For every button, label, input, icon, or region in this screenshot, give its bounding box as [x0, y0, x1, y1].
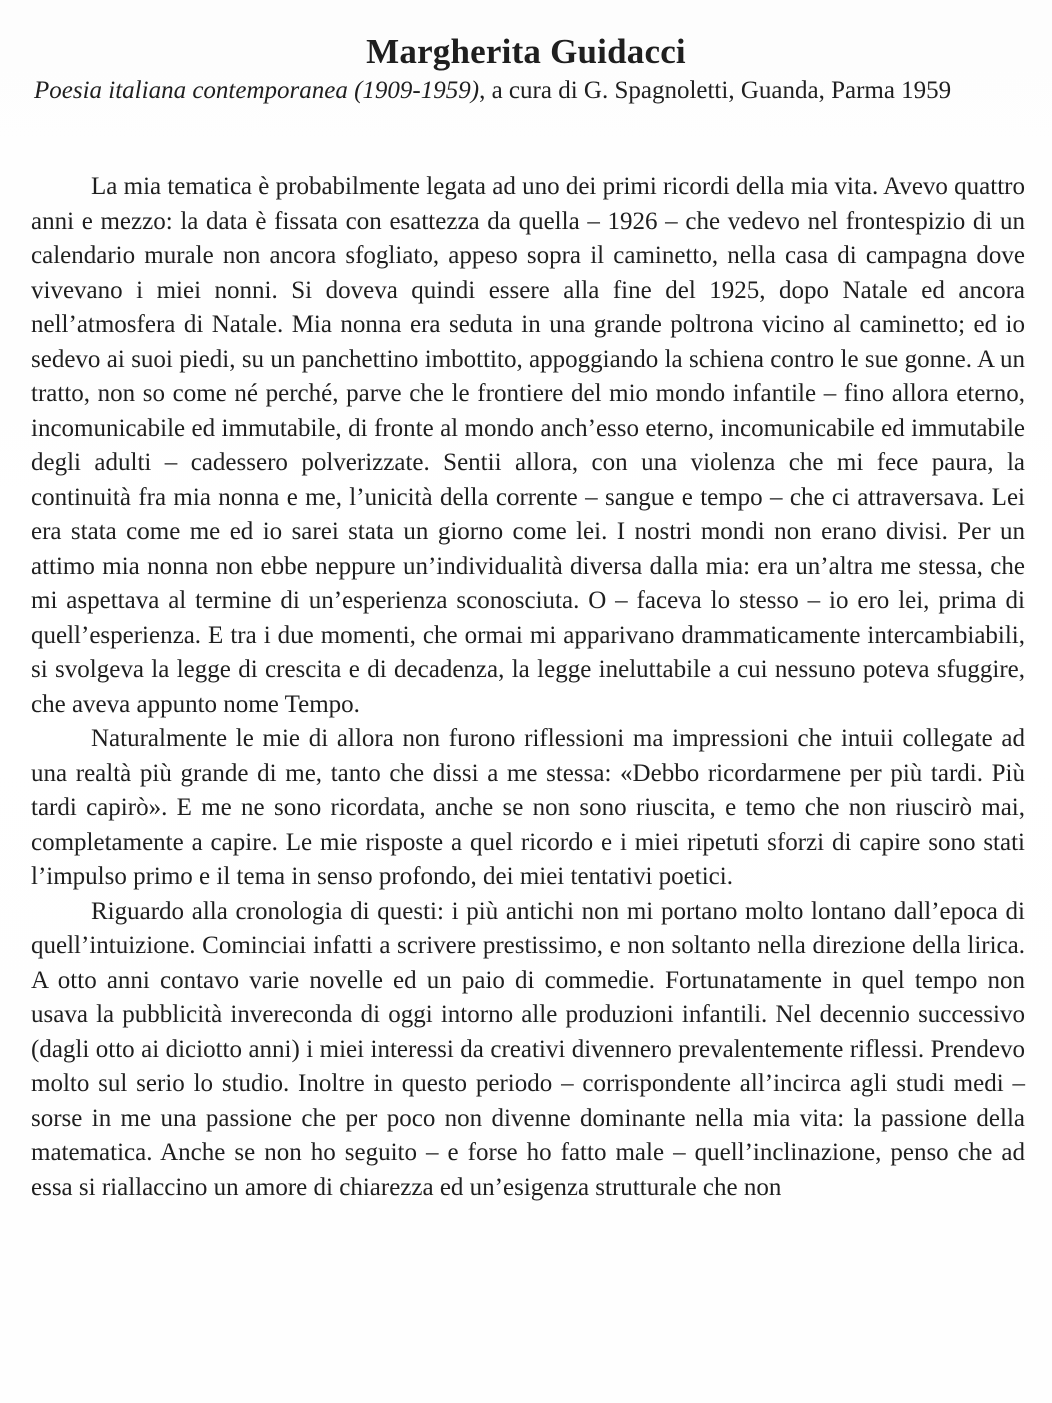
source-details: , a cura di G. Spagnoletti, Guanda, Parma 1959 — [479, 77, 952, 104]
page-title: Margherita Guidacci — [366, 32, 686, 71]
paragraph-3: Riguardo alla cronologia di questi: i più antichi non mi portano molto lontano dall’epoca di quell’intuizione. Cominciai infatti a scrivere prestissimo, e non soltanto nella direzione della lirica. A otto anni contavo varie novelle ed un paio di commedie. Fortunatamente in quel tempo non usava la pubblicità invereconda di oggi intorno alle produzioni infantili. Nel decennio successivo (dagli otto ai diciotto anni) i miei interessi da creativi divennero prevalentemente riflessi. Prendevo molto sul serio lo studio. Inoltre in questo periodo – corrispondente all’incirca agli studi medi – sorse in me una passione che per poco non divenne dominante nella mia vita: la passione della matematica. Anche se non ho seguito – e forse ho fatto male – quell’inclinazione, penso che ad essa si riallaccino un amore di chiarezza ed un’esigenza strutturale che non — [31, 897, 1025, 1201]
paragraph-1: La mia tematica è probabilmente legata ad uno dei primi ricordi della mia vita. Avevo quattro anni e mezzo: la data è fissata con esattezza da quella – 1926 – che vedevo nel frontespizio di un calendario murale non ancora sfogliato, appeso sopra il caminetto, nella casa di campagna dove vivevano i miei nonni. Si doveva quindi essere alla fine del 1925, dopo Natale ed ancora nell’atmosfera di Natale. Mia nonna era seduta in una grande poltrona vicino al caminetto; ed io sedevo ai suoi piedi, su un panchettino imbottito, appoggiando la schiena contro le sue gonne. A un tratto, non so come né perché, parve che le frontiere del mio mondo infantile – fino allora eterno, incomunicabile ed immutabile, di fronte al mondo anch’esso eterno, incomunicabile ed immutabile degli adulti – cadessero polverizzate. Sentii allora, con una violenza che mi fece paura, la continuità fra mia nonna e me, l’unicità della corrente – sangue e tempo – che ci attraversava. Lei era stata come me ed io sarei stata un giorno come lei. I nostri mondi non erano divisi. Per un attimo mia nonna non ebbe neppure un’individualità diversa dalla mia: era un’altra me stessa, che mi aspettava al termine di un’esperienza sconosciuta. O – faceva lo stesso – io ero lei, prima di quell’esperienza. E tra i due momenti, che ormai mi apparivano drammaticamente intercambiabili, si svolgeva la legge di crescita e di decadenza, la legge ineluttabile a cui nessuno poteva sfuggire, che aveva appunto nome Tempo. — [31, 173, 1025, 718]
source-book-title: Poesia italiana contemporanea (1909-1959) — [34, 77, 480, 104]
body-text — [31, 170, 1025, 1205]
source-citation — [34, 74, 1024, 108]
paragraph-2: Naturalmente le mie di allora non furono riflessioni ma impressioni che intuii collegate ad una realtà più grande di me, tanto che dissi a me stessa: «Debbo ricordarmene per più tardi. Più tardi capirò». E me ne sono ricordata, anche se non sono riuscita, e temo che non riuscirò mai, completamente a capire. Le mie risposte a quel ricordo e i miei ripetuti sforzi di capire sono stati l’impulso primo e il tema in senso profondo, dei miei tentativi poetici. — [31, 725, 1025, 890]
